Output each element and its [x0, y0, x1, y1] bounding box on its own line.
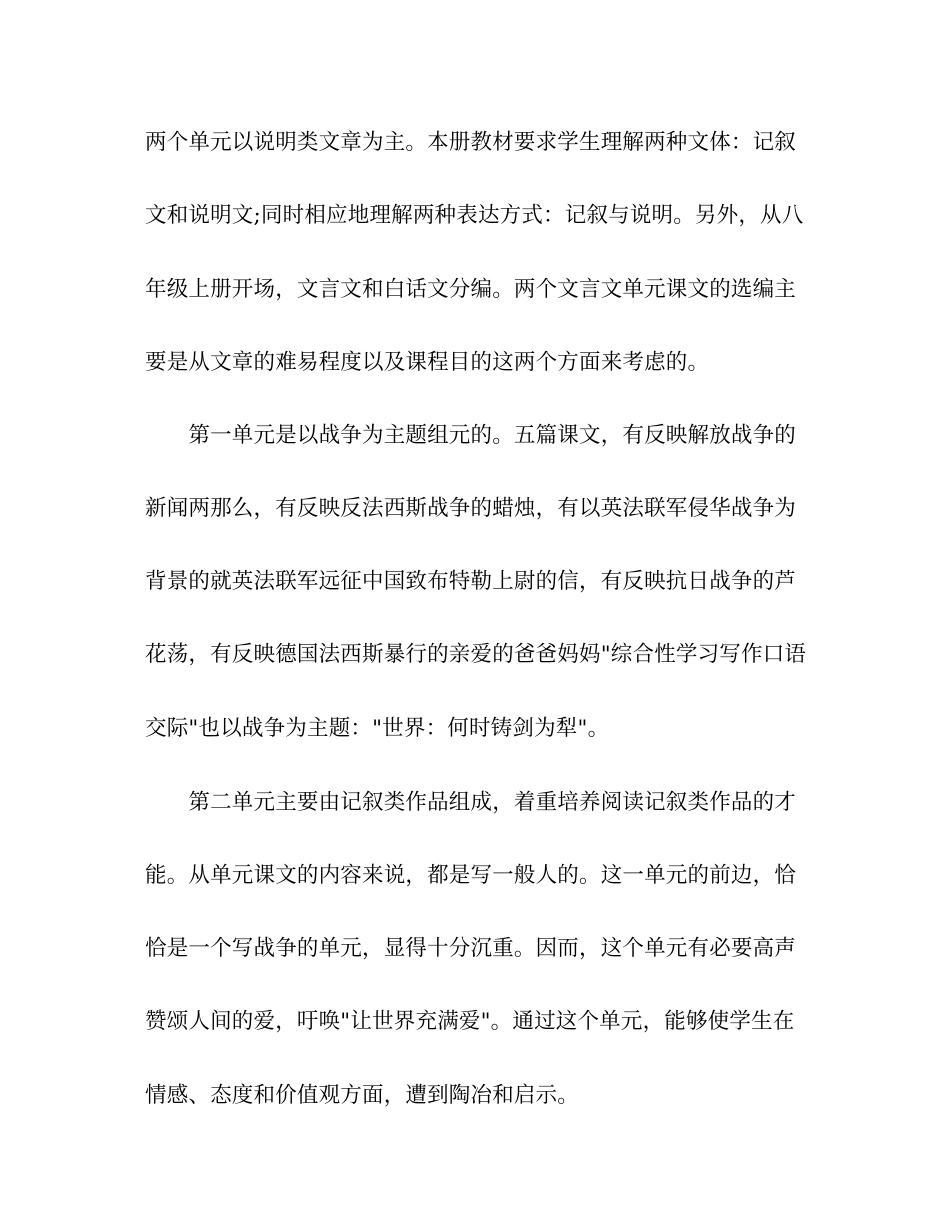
text-line: 两个单元以说明类文章为主。本册教材要求学生理解两种文体：记叙 [145, 130, 797, 155]
text-line: 文和说明文;同时相应地理解两种表达方式：记叙与说明。另外，从八 [145, 203, 804, 228]
text-line: 背景的就英法联军远征中国致布特勒上尉的信，有反映抗日战争的芦 [145, 569, 797, 594]
text-line: 交际"也以战争为主题："世界：何时铸剑为犁"。 [145, 716, 610, 741]
text-line: 情感、态度和价值观方面，遭到陶冶和启示。 [145, 1083, 580, 1108]
text-line: 恰是一个写战争的单元，显得十分沉重。因而，这个单元有必要高声 [145, 936, 797, 961]
text-line: 新闻两那么，有反映反法西斯战争的蜡烛，有以英法联军侵华战争为 [145, 496, 797, 521]
text-line: 花荡，有反映德国法西斯暴行的亲爱的爸爸妈妈"综合性学习写作口语 [145, 642, 807, 667]
text-line: 第二单元主要由记叙类作品组成，着重培养阅读记叙类作品的才 [145, 790, 797, 815]
text-line: 第一单元是以战争为主题组元的。五篇课文，有反映解放战争的 [145, 423, 797, 448]
text-line: 年级上册开场，文言文和白话文分编。两个文言文单元课文的选编主 [145, 277, 797, 302]
text-line: 要是从文章的难易程度以及课程目的这两个方面来考虑的。 [145, 350, 710, 375]
text-line: 能。从单元课文的内容来说，都是写一般人的。这一单元的前边，恰 [145, 863, 797, 888]
text-line: 赞颂人间的爱，吁唤"让世界充满爱"。通过这个单元，能够使学生在 [145, 1009, 795, 1034]
